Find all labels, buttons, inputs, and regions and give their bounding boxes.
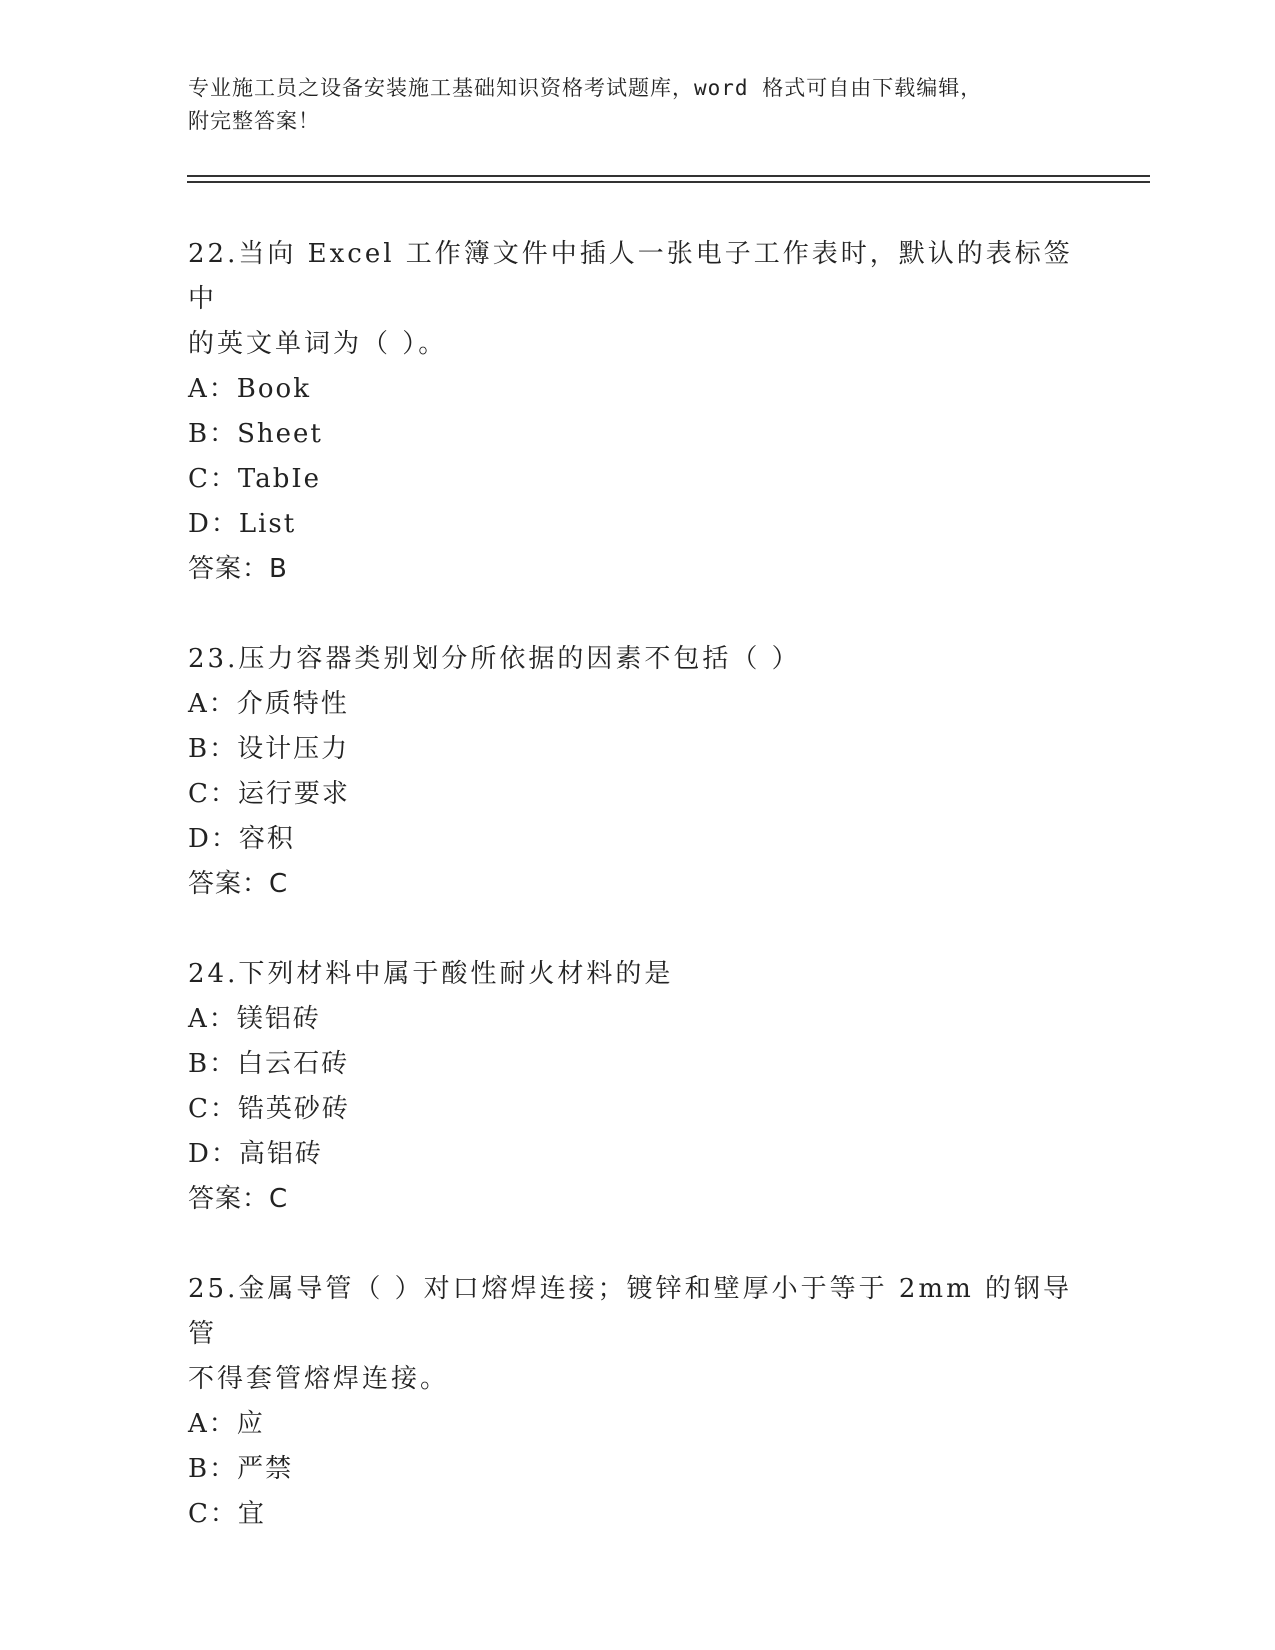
question-stem-line-1: 25.金属导管（ ）对口熔焊连接；镀锌和壁厚小于等于 2mm 的钢导管 (188, 1274, 1072, 1349)
option-c: C：宜 (188, 1499, 266, 1529)
option-b: B：Sheet (188, 419, 323, 449)
option-a: A：应 (188, 1409, 265, 1439)
option-d: D：高铝砖 (188, 1139, 323, 1169)
header-divider-bottom (187, 181, 1150, 183)
option-c: C：TabIe (188, 464, 322, 494)
answer: 答案：B (188, 554, 288, 584)
option-a: A：镁铝砖 (188, 1004, 321, 1034)
option-a: A：Book (188, 374, 311, 404)
question-stem-line-1: 23.压力容器类别划分所依据的因素不包括（ ） (188, 644, 801, 674)
question-stem-line-1: 24.下列材料中属于酸性耐火材料的是 (188, 959, 674, 989)
header-line-1: 专业施工员之设备安装施工基础知识资格考试题库，word 格式可自由下载编辑， (188, 76, 983, 100)
option-c: C：运行要求 (188, 779, 350, 809)
question-24 (188, 952, 1088, 1222)
question-25 (188, 1267, 1088, 1537)
option-b: B：设计压力 (188, 734, 350, 764)
option-a: A：介质特性 (188, 689, 349, 719)
document-header (188, 72, 1088, 138)
answer: 答案：C (188, 1184, 289, 1214)
question-stem-line-2: 的英文单词为（ ）。 (188, 329, 448, 359)
option-b: B：白云石砖 (188, 1049, 350, 1079)
option-d: D：容积 (188, 824, 295, 854)
question-22 (188, 232, 1088, 592)
option-c: C：锆英砂砖 (188, 1094, 350, 1124)
answer: 答案：C (188, 869, 289, 899)
question-stem-line-2: 不得套管熔焊连接。 (188, 1364, 450, 1394)
question-23 (188, 637, 1088, 907)
question-stem-line-1: 22.当向 Excel 工作簿文件中插人一张电子工作表时，默认的表标签中 (188, 239, 1073, 314)
header-line-2: 附完整答案！ (188, 109, 320, 133)
question-list (188, 232, 1088, 1582)
header-divider-top (187, 175, 1150, 177)
option-d: D：List (188, 509, 297, 539)
option-b: B：严禁 (188, 1454, 294, 1484)
